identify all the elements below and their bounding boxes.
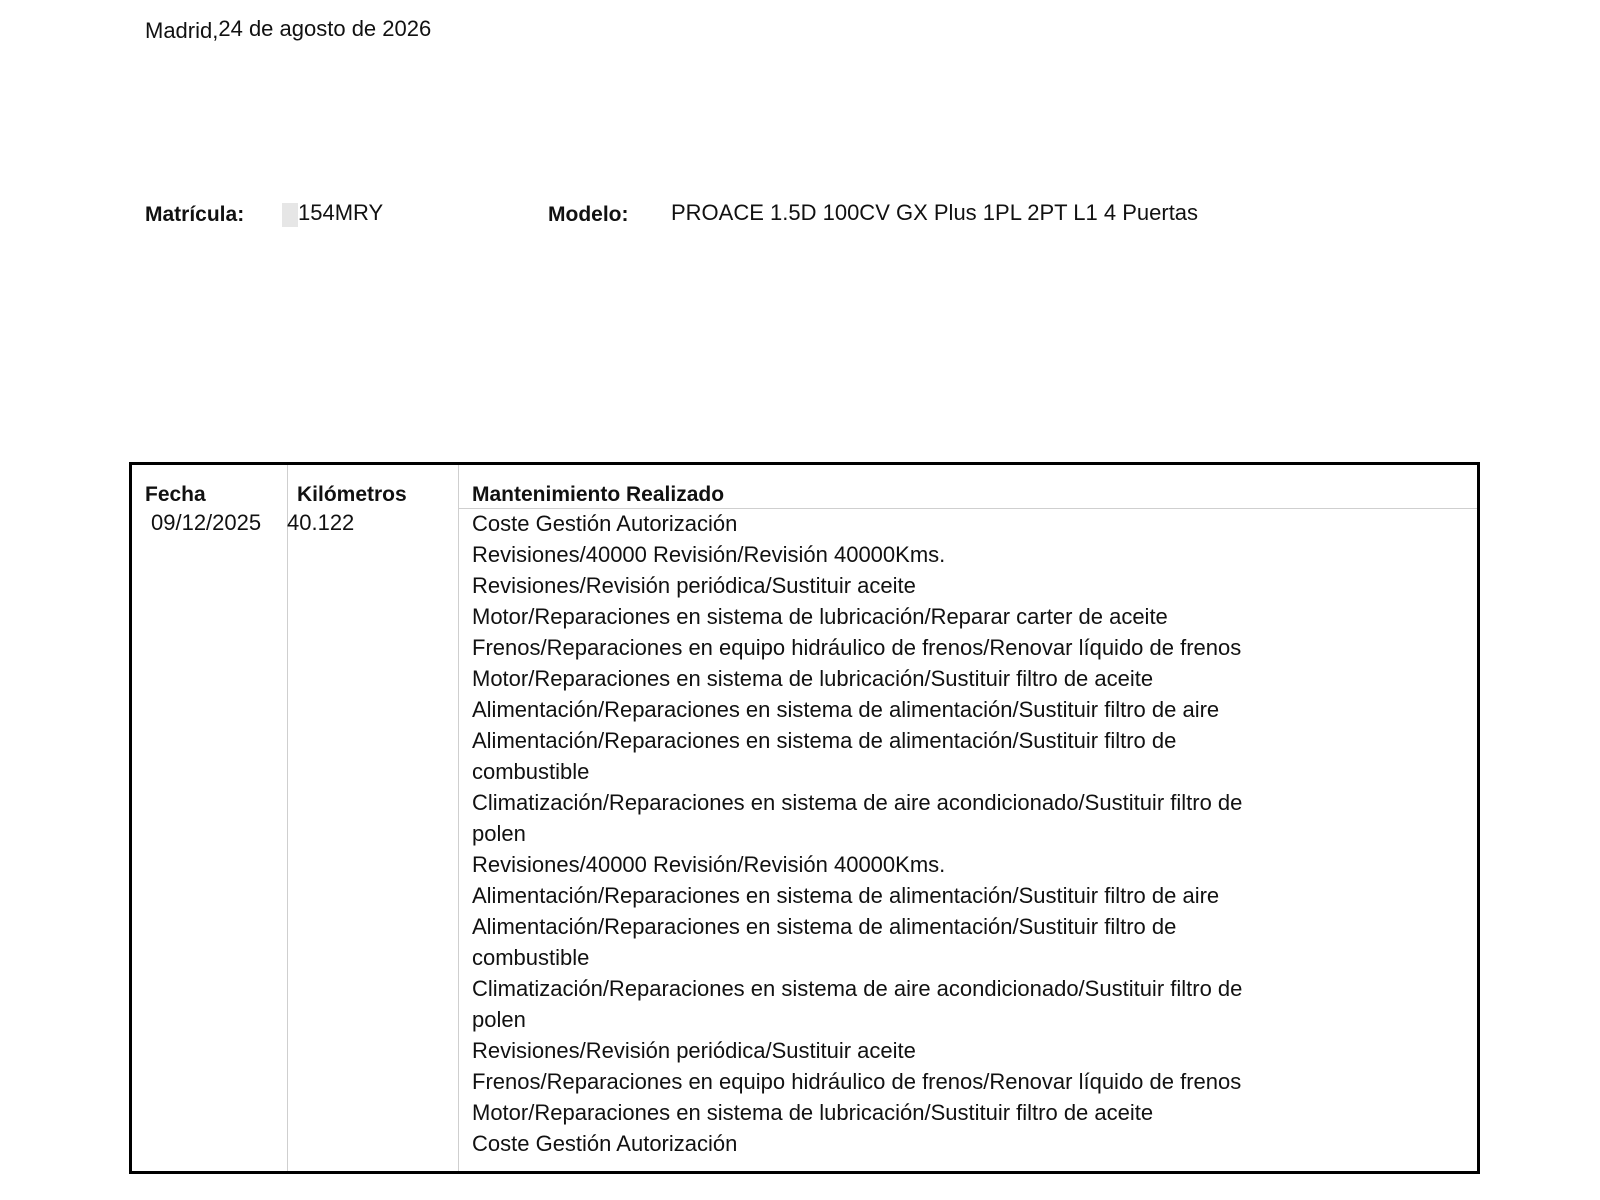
- maintenance-line: combustible: [472, 759, 590, 784]
- model-label: Modelo:: [548, 203, 629, 226]
- document-date-line: [145, 16, 431, 42]
- plate-value: 154MRY: [298, 200, 384, 225]
- maintenance-line: Alimentación/Reparaciones en sistema de alimentación/Sustituir filtro de: [472, 914, 1177, 939]
- maintenance-line: Motor/Reparaciones en sistema de lubricación/Sustituir filtro de aceite: [472, 666, 1154, 691]
- column-divider: [287, 465, 288, 1171]
- model-value: PROACE 1.5D 100CV GX Plus 1PL 2PT L1 4 Puertas: [671, 200, 1199, 225]
- maintenance-line: polen: [472, 821, 526, 846]
- maintenance-line: Coste Gestión Autorización: [472, 511, 738, 536]
- maintenance-line: Frenos/Reparaciones en equipo hidráulico de frenos/Renovar líquido de frenos: [472, 635, 1242, 660]
- row-date: 09/12/2025: [151, 510, 262, 535]
- maintenance-line: polen: [472, 1007, 526, 1032]
- maintenance-line: Frenos/Reparaciones en equipo hidráulico de frenos/Renovar líquido de frenos: [472, 1069, 1242, 1094]
- plate-label: Matrícula:: [145, 203, 245, 226]
- maintenance-line: Alimentación/Reparaciones en sistema de alimentación/Sustituir filtro de aire: [472, 883, 1220, 908]
- maintenance-line: Motor/Reparaciones en sistema de lubricación/Reparar carter de aceite: [472, 604, 1168, 629]
- maintenance-line: Revisiones/Revisión periódica/Sustituir aceite: [472, 1038, 916, 1063]
- maintenance-line: Revisiones/40000 Revisión/Revisión 40000Kms.: [472, 542, 946, 567]
- maintenance-line: Climatización/Reparaciones en sistema de aire acondicionado/Sustituir filtro de: [472, 790, 1243, 815]
- maintenance-line: Revisiones/40000 Revisión/Revisión 40000Kms.: [472, 852, 946, 877]
- maintenance-line: Revisiones/Revisión periódica/Sustituir aceite: [472, 573, 916, 598]
- maintenance-line: Motor/Reparaciones en sistema de lubricación/Sustituir filtro de aceite: [472, 1100, 1154, 1125]
- document-city: Madrid,: [145, 18, 219, 43]
- column-header-date: Fecha: [145, 483, 206, 506]
- redaction-mark: [282, 203, 298, 227]
- maintenance-line: Climatización/Reparaciones en sistema de aire acondicionado/Sustituir filtro de: [472, 976, 1243, 1001]
- column-header-km: Kilómetros: [297, 483, 407, 506]
- maintenance-line: Alimentación/Reparaciones en sistema de alimentación/Sustituir filtro de aire: [472, 697, 1220, 722]
- column-header-maintenance: Mantenimiento Realizado: [472, 483, 725, 506]
- maintenance-line: Alimentación/Reparaciones en sistema de alimentación/Sustituir filtro de: [472, 728, 1177, 753]
- column-divider: [458, 465, 459, 1171]
- document-date: 24 de agosto de 2026: [218, 16, 432, 41]
- row-km: 40.122: [287, 510, 355, 535]
- maintenance-line: combustible: [472, 945, 590, 970]
- maintenance-line: Coste Gestión Autorización: [472, 1131, 738, 1156]
- maintenance-table: [129, 462, 1480, 1174]
- maintenance-list: [472, 508, 1242, 1159]
